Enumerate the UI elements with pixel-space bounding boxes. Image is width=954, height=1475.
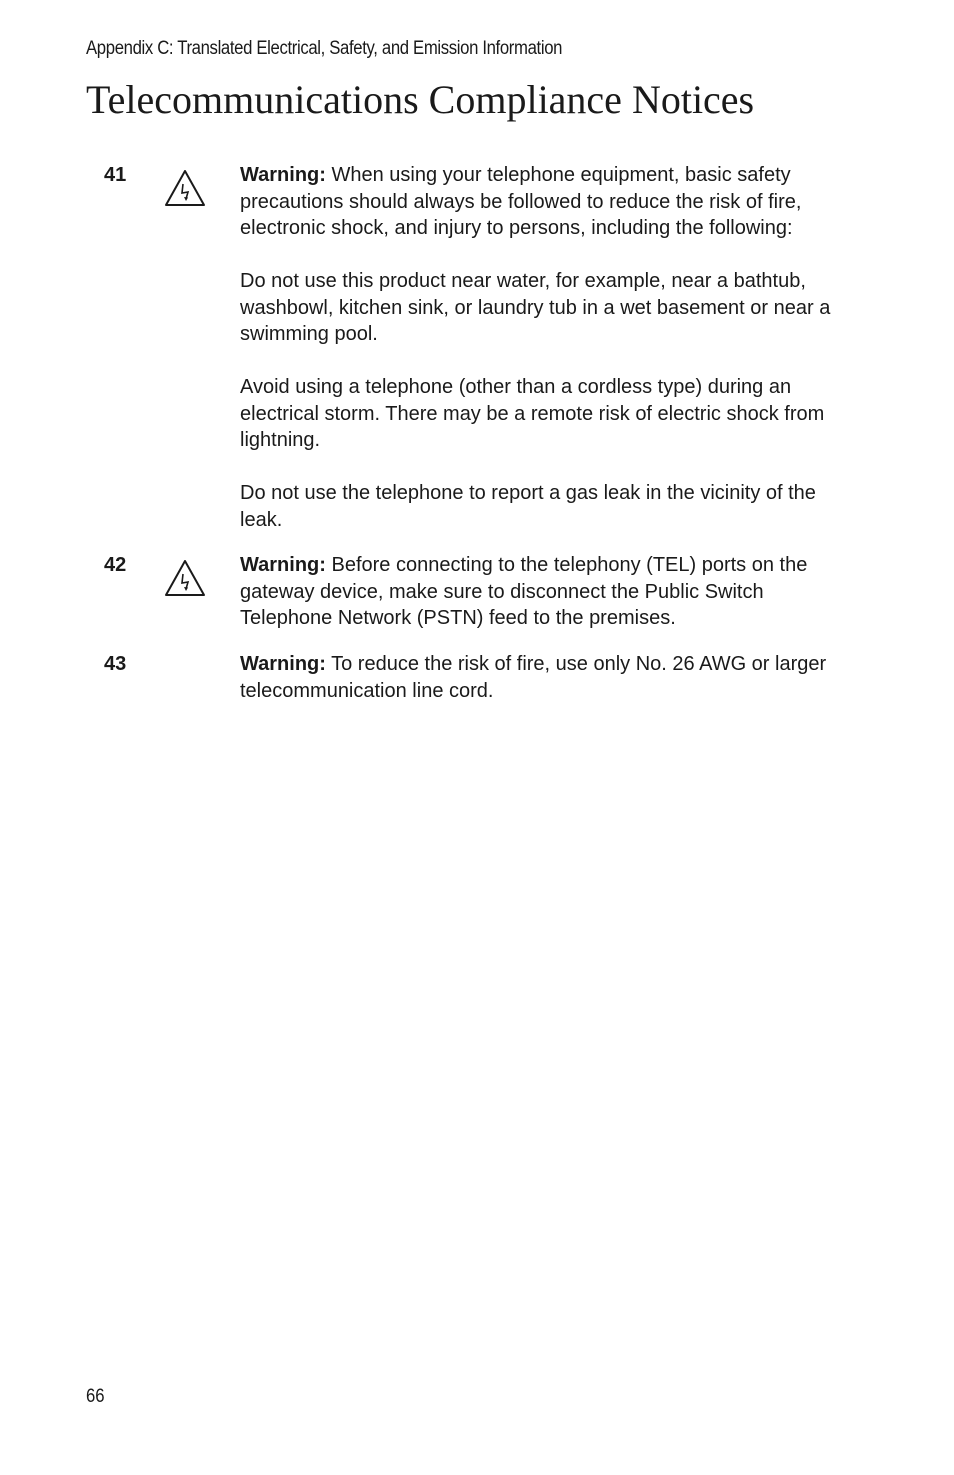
warning-label: Warning:: [240, 164, 326, 186]
notice-paragraph: [240, 162, 860, 242]
notice-body: [240, 651, 860, 704]
notice-paragraph: Avoid using a telephone (other than a cordless type) during an electrical storm. There may be a remote risk of electric shock from lightning.: [240, 376, 825, 451]
notice-paragraph: Do not use the telephone to report a gas leak in the vicinity of the leak.: [240, 482, 816, 531]
electrical-hazard-warning-icon: [163, 558, 207, 598]
notice-number: 42: [104, 554, 127, 576]
notice-number: 41: [104, 164, 127, 186]
notice-text: Before connecting to the telephony (TEL) ports on the gateway device, make sure to disconnect the Public Switch Telephone Network (PSTN) feed to the premises.: [240, 554, 808, 629]
running-header: Appendix C: Translated Electrical, Safety, and Emission Information: [86, 38, 563, 59]
page-title: Telecommunications Compliance Notices: [86, 77, 755, 122]
notice-paragraph: Do not use this product near water, for example, near a bathtub, washbowl, kitchen sink, or laundry tub in a wet basement or near a swimming pool.: [240, 270, 831, 345]
page-number: 66: [86, 1386, 105, 1407]
notice-paragraph: [240, 651, 860, 704]
notice-number: 43: [104, 653, 127, 675]
notice-text: When using your telephone equipment, basic safety precautions should always be followed to reduce the risk of fire, electronic shock, and injury to persons, including the following:: [240, 164, 802, 239]
notice-paragraph: [240, 552, 860, 632]
notice-body: [240, 162, 860, 533]
electrical-hazard-warning-icon: [163, 168, 207, 208]
warning-label: Warning:: [240, 554, 326, 576]
notice-body: [240, 552, 860, 632]
warning-label: Warning:: [240, 653, 326, 675]
notice-text: To reduce the risk of fire, use only No. 26 AWG or larger telecommunication line cord.: [240, 653, 827, 702]
